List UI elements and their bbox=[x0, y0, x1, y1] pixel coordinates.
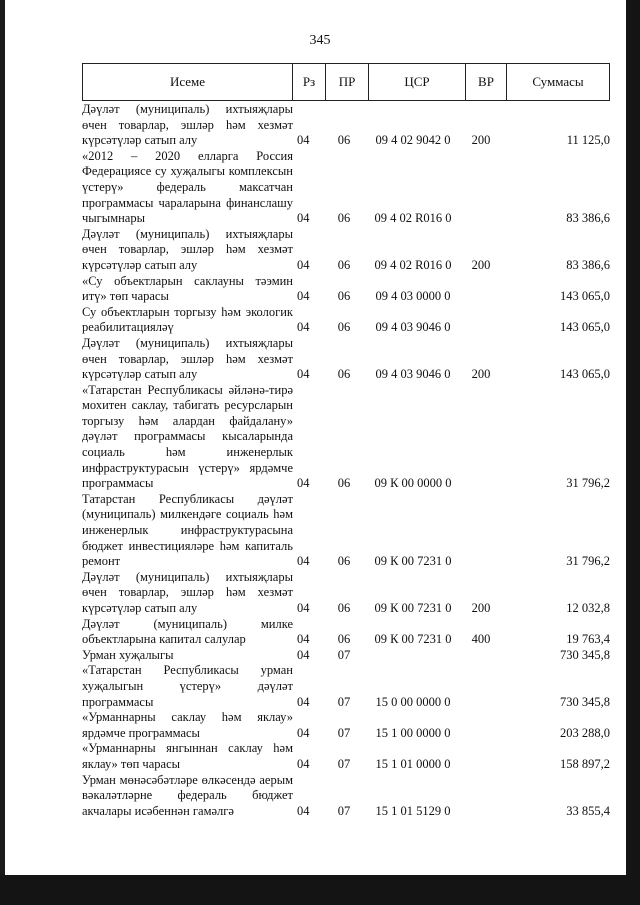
row-csr: 15 1 00 0000 0 bbox=[375, 725, 451, 740]
row-rz: 04 bbox=[297, 367, 310, 382]
scan-edge-bottom bbox=[0, 875, 640, 905]
row-sum: 203 288,0 bbox=[560, 725, 610, 740]
header-vr: ВР bbox=[465, 64, 506, 100]
row-name: «Татарстан Республикасы әйләнә-тирә мохитен саклау, табигать ресурсларын торгызу һәм алардан файдалану» дәүләт программасы кысаларында социаль һәм инженерлык инфраструктурасын үстерү» ярдәмче программасы bbox=[82, 382, 293, 491]
row-rz: 04 bbox=[297, 803, 310, 818]
row-pr: 06 bbox=[337, 289, 351, 304]
row-rz: 04 bbox=[297, 211, 310, 226]
row-name: Дәүләт (муниципаль) милке объектларына капитал салулар bbox=[82, 616, 293, 647]
row-sum: 158 897,2 bbox=[560, 756, 610, 771]
table-header bbox=[82, 63, 610, 101]
row-csr: 15 0 00 0000 0 bbox=[375, 694, 451, 709]
row-vr: 200 bbox=[471, 133, 491, 148]
header-csr: ЦСР bbox=[368, 64, 465, 100]
row-rz: 04 bbox=[297, 476, 310, 491]
row-pr: 06 bbox=[337, 601, 351, 615]
table-row bbox=[82, 710, 610, 741]
row-pr: 06 bbox=[337, 320, 351, 335]
row-name: Дәүләт (муниципаль) ихтыяҗлары өчен товарлар, эшләр һәм хезмәт күрсәтүләр сатып алу bbox=[82, 335, 293, 382]
row-vr: 200 bbox=[471, 601, 491, 615]
row-sum: 31 796,2 bbox=[566, 554, 610, 569]
table-row bbox=[82, 336, 610, 383]
page-number: 345 bbox=[309, 33, 331, 48]
row-pr: 07 bbox=[337, 694, 351, 709]
scan-edge-right bbox=[626, 0, 640, 905]
row-name: Дәүләт (муниципаль) ихтыяҗлары өчен товарлар, эшләр һәм хезмәт күрсәтүләр сатып алу bbox=[82, 569, 293, 615]
table-row bbox=[82, 149, 610, 227]
row-sum: 33 855,4 bbox=[566, 803, 610, 818]
row-sum: 83 386,6 bbox=[566, 257, 610, 272]
scan-edge-left bbox=[0, 0, 5, 905]
budget-table bbox=[82, 63, 610, 819]
table-row bbox=[82, 570, 610, 617]
row-csr: 09 К 00 7231 0 bbox=[374, 554, 452, 569]
row-rz: 04 bbox=[297, 133, 310, 148]
row-name: «Урманнарны саклау һәм яклау» ярдәмче программасы bbox=[82, 710, 293, 740]
row-rz: 04 bbox=[297, 320, 310, 335]
row-pr: 06 bbox=[337, 211, 351, 226]
row-name: Дәүләт (муниципаль) ихтыяҗлары өчен товарлар, эшләр һәм хезмәт күрсәтүләр сатып алу bbox=[82, 102, 293, 148]
row-pr: 06 bbox=[337, 367, 351, 382]
row-name: Урман мөнәсәбәтләре өлкәсендә аерым вәкаләтләрне федераль бюджет акчалары исәбеннән гамәлгә bbox=[82, 772, 293, 818]
row-pr: 06 bbox=[337, 133, 351, 148]
row-sum: 730 345,8 bbox=[560, 694, 610, 709]
table-row bbox=[82, 102, 610, 149]
header-name: Исеме bbox=[169, 74, 206, 89]
row-csr: 09 4 03 9046 0 bbox=[375, 367, 451, 382]
row-name: Татарстан Республикасы дәүләт (муниципаль) милкендәге социаль һәм инженерлык инфраструктурасына бюджет инвестицияләре һәм капиталь ремонт bbox=[82, 491, 293, 569]
row-sum: 730 345,8 bbox=[560, 647, 610, 662]
row-csr: 09 4 03 0000 0 bbox=[375, 289, 451, 304]
row-sum: 31 796,2 bbox=[566, 476, 610, 491]
row-pr: 07 bbox=[337, 756, 351, 771]
table-row bbox=[82, 773, 610, 820]
row-csr: 15 1 01 5129 0 bbox=[375, 803, 451, 818]
row-rz: 04 bbox=[297, 632, 310, 647]
table-row bbox=[82, 648, 610, 664]
row-pr: 06 bbox=[337, 257, 351, 272]
row-rz: 04 bbox=[297, 694, 310, 709]
row-vr: 200 bbox=[471, 367, 491, 382]
row-sum: 11 125,0 bbox=[566, 133, 610, 148]
row-sum: 12 032,8 bbox=[566, 601, 610, 615]
row-csr: 09 К 00 7231 0 bbox=[374, 601, 452, 615]
table-row bbox=[82, 617, 610, 648]
row-csr: 09 4 03 9046 0 bbox=[375, 320, 451, 335]
header-sum: Суммасы bbox=[506, 64, 609, 100]
table-body bbox=[82, 102, 610, 819]
row-csr: 09 4 02 9042 0 bbox=[375, 133, 451, 148]
row-pr: 07 bbox=[337, 803, 351, 818]
row-csr: 15 1 01 0000 0 bbox=[375, 756, 451, 771]
row-vr: 400 bbox=[471, 632, 491, 647]
row-name: «2012 – 2020 елларга Россия Федерациясе су хуҗалыгы комплексын үстерү» федераль максатчан программасы чараларына финанслашу чыгымнары bbox=[82, 148, 293, 226]
row-sum: 143 065,0 bbox=[560, 320, 610, 335]
row-pr: 07 bbox=[337, 647, 351, 662]
row-rz: 04 bbox=[297, 647, 310, 662]
table-row bbox=[82, 663, 610, 710]
row-rz: 04 bbox=[297, 601, 310, 615]
row-pr: 06 bbox=[337, 632, 351, 647]
row-name: Су объектларын торгызу һәм экологик реабилитацияләү bbox=[82, 304, 293, 335]
row-rz: 04 bbox=[297, 289, 310, 304]
row-vr: 200 bbox=[471, 257, 491, 272]
row-sum: 143 065,0 bbox=[560, 367, 610, 382]
table-row bbox=[82, 274, 610, 305]
row-csr: 09 К 00 7231 0 bbox=[374, 632, 452, 647]
row-sum: 143 065,0 bbox=[560, 289, 610, 304]
row-rz: 04 bbox=[297, 257, 310, 272]
table-row bbox=[82, 305, 610, 336]
row-name: «Татарстан Республикасы урман хуҗалыгын үстерү» дәүләт программасы bbox=[82, 663, 293, 709]
row-name: Дәүләт (муниципаль) ихтыяҗлары өчен товарлар, эшләр һәм хезмәт күрсәтүләр сатып алу bbox=[82, 226, 293, 272]
row-pr: 06 bbox=[337, 476, 351, 491]
table-row bbox=[82, 492, 610, 570]
row-rz: 04 bbox=[297, 554, 310, 569]
row-name: «Урманнарны янгыннан саклау һәм яклау» төп чарасы bbox=[82, 741, 293, 771]
table-row bbox=[82, 741, 610, 772]
row-csr: 09 К 00 0000 0 bbox=[374, 476, 452, 491]
row-sum: 83 386,6 bbox=[566, 211, 610, 226]
row-pr: 07 bbox=[337, 725, 351, 740]
row-name: «Су объектларын саклауны тәэмин итү» төп чарасы bbox=[82, 273, 293, 304]
row-sum: 19 763,4 bbox=[566, 632, 610, 647]
row-csr: 09 4 02 R016 0 bbox=[374, 211, 452, 226]
table-row bbox=[82, 227, 610, 274]
header-pr: ПР bbox=[325, 64, 368, 100]
row-csr: 09 4 02 R016 0 bbox=[374, 257, 452, 272]
row-rz: 04 bbox=[297, 756, 310, 771]
table-row bbox=[82, 383, 610, 492]
header-rz: Рз bbox=[292, 64, 325, 100]
row-name: Урман хуҗалыгы bbox=[82, 647, 174, 662]
row-pr: 06 bbox=[337, 554, 351, 569]
row-rz: 04 bbox=[297, 725, 310, 740]
